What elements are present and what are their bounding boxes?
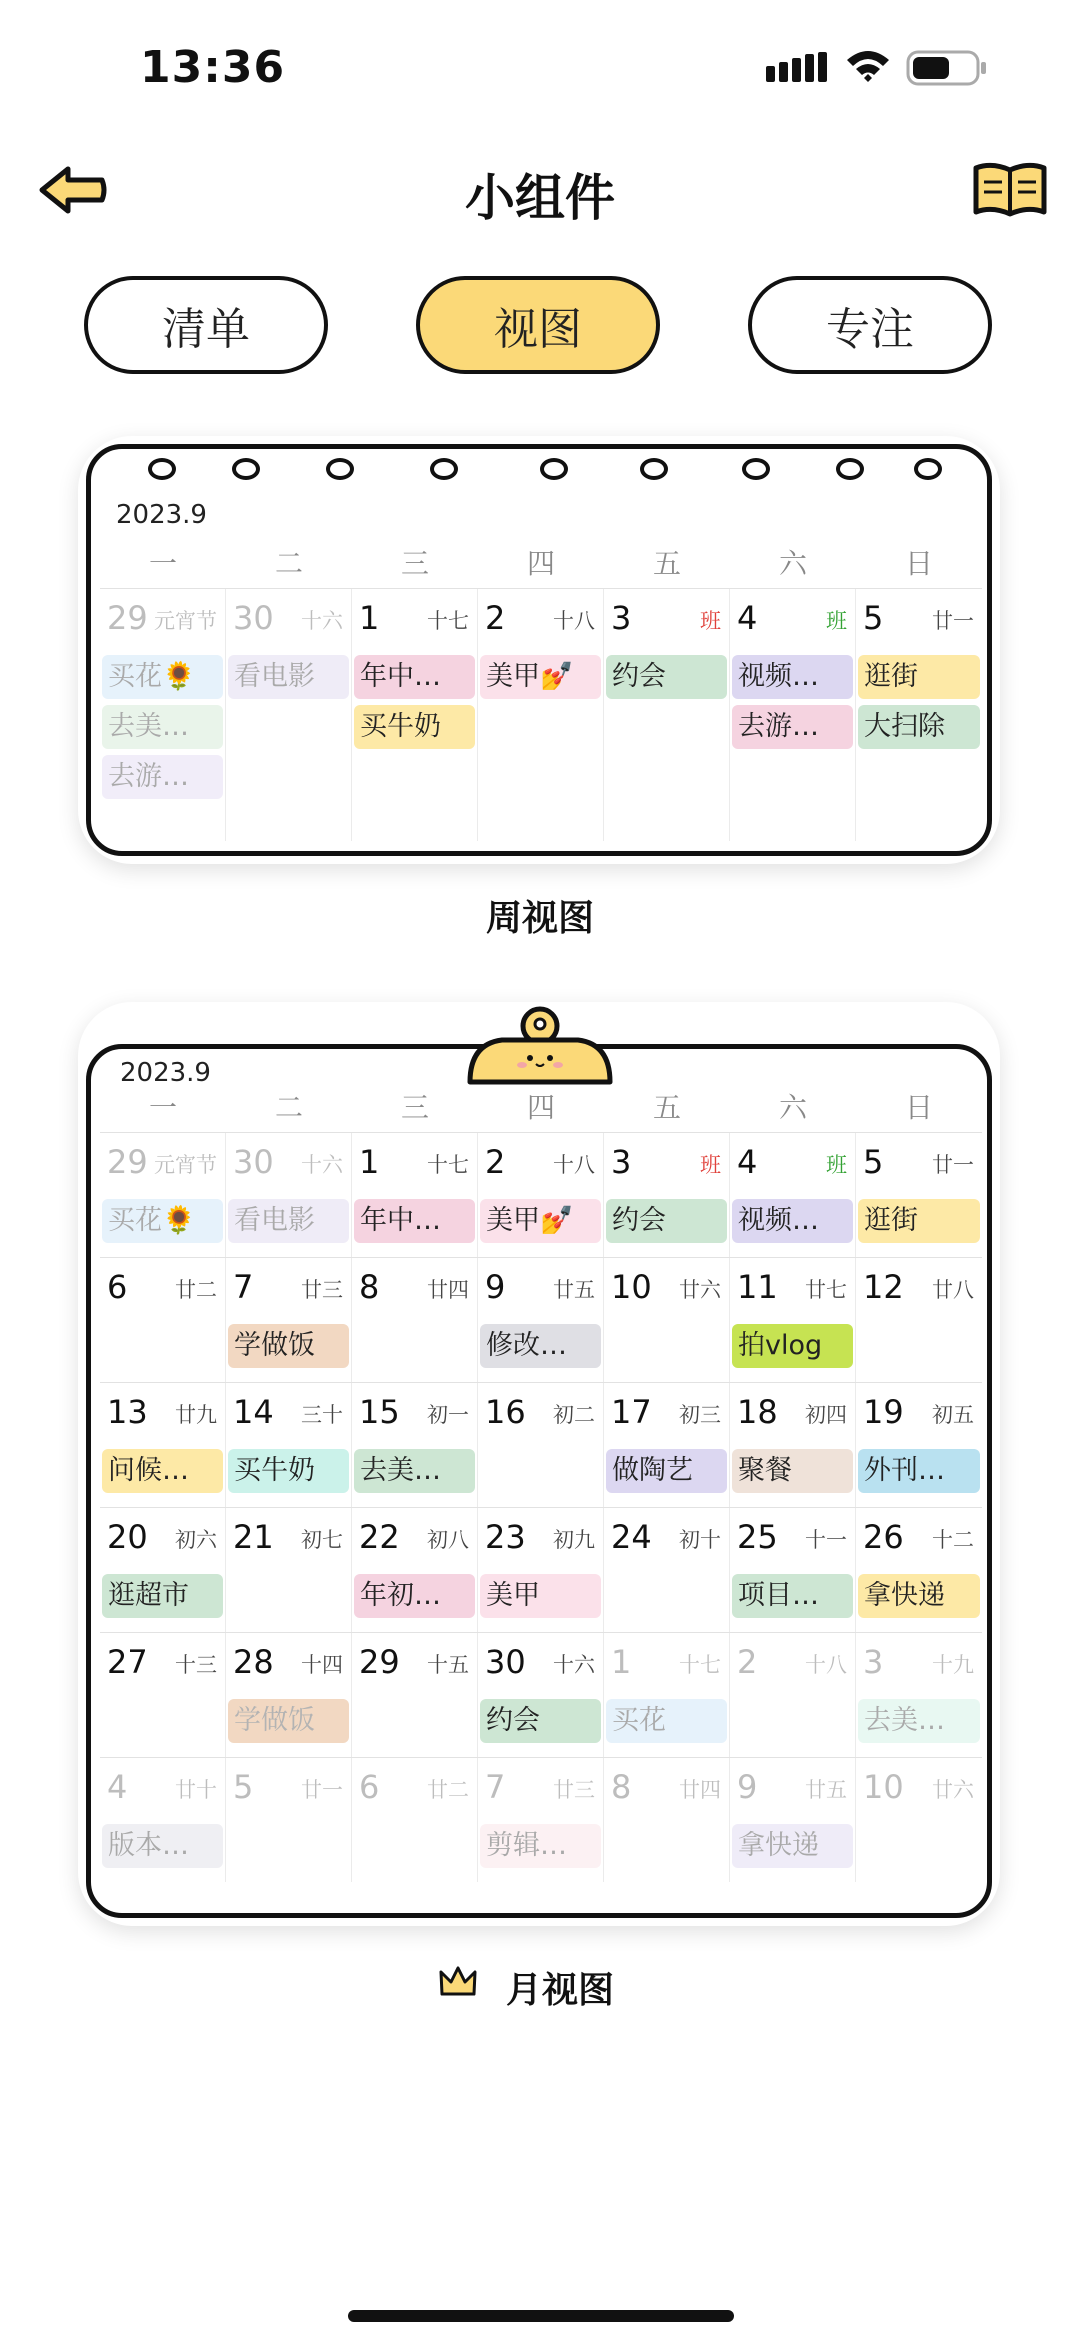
- day-number: 9: [485, 1268, 506, 1306]
- lunar-date: 初四: [805, 1403, 847, 1427]
- lunar-date: 廿五: [553, 1278, 595, 1302]
- calendar-day-cell[interactable]: [478, 589, 604, 841]
- day-number: 6: [107, 1268, 128, 1306]
- lunar-date: 廿二: [175, 1278, 217, 1302]
- book-icon[interactable]: [972, 160, 1048, 220]
- event-chip[interactable]: 逛街: [858, 655, 980, 699]
- event-chip[interactable]: 外刊…: [858, 1449, 980, 1493]
- day-number: 8: [611, 1768, 632, 1806]
- weekday-header-row: [100, 1084, 982, 1133]
- page-title: 小组件: [465, 169, 615, 227]
- weekday-label: 日: [904, 1091, 933, 1124]
- event-chip[interactable]: 买牛奶: [354, 705, 475, 749]
- tab-view[interactable]: [416, 276, 660, 374]
- calendar-day-cell[interactable]: [100, 589, 226, 841]
- calendar-day-cell[interactable]: [730, 1258, 856, 1382]
- lunar-date: 十六: [301, 1153, 343, 1177]
- calendar-day-cell[interactable]: [100, 1508, 226, 1632]
- calendar-day-cell[interactable]: [604, 1633, 730, 1757]
- day-number: 3: [611, 599, 632, 637]
- event-chip[interactable]: 美甲💅: [480, 1199, 601, 1243]
- weekday-label: 一: [148, 1091, 177, 1124]
- event-chip[interactable]: 逛超市: [102, 1574, 223, 1618]
- day-number: 29: [359, 1643, 400, 1681]
- calendar-day-cell[interactable]: [604, 589, 730, 841]
- calendar-day-cell[interactable]: [856, 1758, 982, 1882]
- day-number: 6: [359, 1768, 380, 1806]
- weekday-label: 六: [778, 1091, 807, 1124]
- event-chip[interactable]: 买花: [606, 1699, 727, 1743]
- calendar-day-cell[interactable]: [226, 1758, 352, 1882]
- tab-focus-label: 专注: [826, 304, 914, 355]
- event-chip[interactable]: 学做饭: [228, 1699, 349, 1743]
- day-number: 4: [737, 599, 758, 637]
- day-number: 19: [863, 1393, 904, 1431]
- day-number: 5: [863, 599, 884, 637]
- lunar-date: 廿八: [932, 1278, 974, 1302]
- event-chip[interactable]: 约会: [480, 1699, 601, 1743]
- lunar-date: 廿七: [805, 1278, 847, 1302]
- calendar-day-cell[interactable]: [856, 1258, 982, 1382]
- event-chip[interactable]: 买花🌻: [102, 1199, 223, 1243]
- day-number: 1: [611, 1643, 632, 1681]
- calendar-day-cell[interactable]: [478, 1383, 604, 1507]
- binding-ring: [430, 458, 458, 480]
- calendar-day-cell[interactable]: [226, 1133, 352, 1257]
- weekday-label: 二: [274, 1091, 303, 1124]
- lunar-date: 十九: [932, 1653, 974, 1677]
- tab-list-label: 清单: [162, 304, 250, 355]
- lunar-date: 廿六: [679, 1278, 721, 1302]
- event-chip[interactable]: 约会: [606, 655, 727, 699]
- weekday-label: 三: [400, 1091, 429, 1124]
- lunar-date: 廿六: [932, 1778, 974, 1802]
- event-chip[interactable]: 年中…: [354, 655, 475, 699]
- calendar-week-row: [100, 1133, 982, 1258]
- weekday-label: 三: [400, 547, 429, 580]
- weekday-header-row: [100, 540, 982, 589]
- event-chip[interactable]: 年初…: [354, 1574, 475, 1618]
- calendar-day-cell[interactable]: [478, 1758, 604, 1882]
- binding-ring: [540, 458, 568, 480]
- lunar-date: 十三: [175, 1653, 217, 1677]
- calendar-day-cell[interactable]: [856, 1508, 982, 1632]
- binding-ring: [836, 458, 864, 480]
- event-chip[interactable]: 视频…: [732, 655, 853, 699]
- day-number: 3: [611, 1143, 632, 1181]
- lunar-date: 十八: [553, 609, 595, 633]
- lunar-date: 廿三: [301, 1278, 343, 1302]
- workday-badge: 班: [700, 1153, 721, 1177]
- event-chip[interactable]: 美甲💅: [480, 655, 601, 699]
- calendar-day-cell[interactable]: [730, 589, 856, 841]
- event-chip[interactable]: 去美…: [102, 705, 223, 749]
- binding-ring: [914, 458, 942, 480]
- lunar-date: 十四: [301, 1653, 343, 1677]
- binding-ring: [326, 458, 354, 480]
- day-number: 24: [611, 1518, 652, 1556]
- day-number: 2: [485, 1143, 506, 1181]
- day-number: 4: [737, 1143, 758, 1181]
- tab-view-label: 视图: [494, 304, 582, 355]
- lunar-date: 初九: [553, 1528, 595, 1552]
- calendar-day-cell[interactable]: [100, 1383, 226, 1507]
- lunar-date: 廿三: [553, 1778, 595, 1802]
- calendar-week-row: [100, 1633, 982, 1758]
- event-chip[interactable]: 去美…: [354, 1449, 475, 1493]
- lunar-date: 元宵节: [154, 1153, 217, 1177]
- lunar-date: 初十: [679, 1528, 721, 1552]
- lunar-date: 十八: [805, 1653, 847, 1677]
- calendar-day-cell[interactable]: [100, 1133, 226, 1257]
- calendar-week-row: [100, 1758, 982, 1882]
- lunar-date: 元宵节: [154, 609, 217, 633]
- calendar-day-cell[interactable]: [352, 589, 478, 841]
- event-chip[interactable]: 美甲: [480, 1574, 601, 1618]
- tab-focus[interactable]: [748, 276, 992, 374]
- lunar-date: 廿二: [427, 1778, 469, 1802]
- calendar-day-cell[interactable]: [100, 1633, 226, 1757]
- event-chip[interactable]: 拍vlog: [732, 1324, 853, 1368]
- lunar-date: 十一: [805, 1528, 847, 1552]
- event-chip[interactable]: 剪辑…: [480, 1824, 601, 1868]
- day-number: 9: [737, 1768, 758, 1806]
- day-number: 30: [233, 599, 274, 637]
- lunar-date: 十八: [553, 1153, 595, 1177]
- workday-badge: 班: [700, 609, 721, 633]
- home-indicator[interactable]: [348, 2310, 734, 2322]
- day-number: 1: [359, 599, 380, 637]
- day-number: 12: [863, 1268, 904, 1306]
- calendar-day-cell[interactable]: [226, 1383, 352, 1507]
- clip-icon: [440, 1006, 640, 1096]
- day-number: 10: [611, 1268, 652, 1306]
- day-number: 10: [863, 1768, 904, 1806]
- day-number: 17: [611, 1393, 652, 1431]
- day-number: 1: [359, 1143, 380, 1181]
- lunar-date: 廿四: [427, 1278, 469, 1302]
- week-calendar-grid: [100, 540, 982, 841]
- lunar-date: 初六: [175, 1528, 217, 1552]
- day-number: 15: [359, 1393, 400, 1431]
- signal-icon: [766, 52, 828, 82]
- lunar-date: 廿一: [932, 1153, 974, 1177]
- calendar-day-cell[interactable]: [856, 1633, 982, 1757]
- calendar-day-cell[interactable]: [352, 1508, 478, 1632]
- event-chip[interactable]: 看电影: [228, 655, 349, 699]
- event-chip[interactable]: 项目…: [732, 1574, 853, 1618]
- weekday-label: 四: [526, 547, 555, 580]
- day-number: 20: [107, 1518, 148, 1556]
- calendar-day-cell[interactable]: [604, 1508, 730, 1632]
- day-number: 16: [485, 1393, 526, 1431]
- day-number: 26: [863, 1518, 904, 1556]
- lunar-date: 廿五: [805, 1778, 847, 1802]
- lunar-date: 十六: [553, 1653, 595, 1677]
- event-chip[interactable]: 修改…: [480, 1324, 601, 1368]
- day-number: 27: [107, 1643, 148, 1681]
- calendar-week-row: [100, 1258, 982, 1383]
- calendar-day-cell[interactable]: [226, 589, 352, 841]
- lunar-date: 廿十: [175, 1778, 217, 1802]
- calendar-day-cell[interactable]: [478, 1258, 604, 1382]
- day-number: 28: [233, 1643, 274, 1681]
- weekday-label: 四: [526, 1091, 555, 1124]
- day-number: 30: [485, 1643, 526, 1681]
- day-number: 22: [359, 1518, 400, 1556]
- event-chip[interactable]: 约会: [606, 1199, 727, 1243]
- lunar-date: 廿九: [175, 1403, 217, 1427]
- lunar-date: 初三: [679, 1403, 721, 1427]
- calendar-day-cell[interactable]: [730, 1633, 856, 1757]
- weekday-label: 五: [652, 1091, 681, 1124]
- lunar-date: 廿一: [301, 1778, 343, 1802]
- month-widget-caption: 月视图: [505, 1970, 614, 2011]
- event-chip[interactable]: 逛街: [858, 1199, 980, 1243]
- day-number: 23: [485, 1518, 526, 1556]
- calendar-day-cell[interactable]: [604, 1758, 730, 1882]
- lunar-date: 初一: [427, 1403, 469, 1427]
- lunar-date: 十二: [932, 1528, 974, 1552]
- event-chip[interactable]: 做陶艺: [606, 1449, 727, 1493]
- calendar-day-cell[interactable]: [604, 1383, 730, 1507]
- weekday-label: 日: [904, 547, 933, 580]
- calendar-day-cell[interactable]: [352, 1633, 478, 1757]
- day-number: 5: [863, 1143, 884, 1181]
- event-chip[interactable]: 视频…: [732, 1199, 853, 1243]
- status-time: 13:36: [140, 42, 286, 93]
- month-calendar-grid: [100, 1084, 982, 1882]
- calendar-day-cell[interactable]: [100, 1258, 226, 1382]
- lunar-date: 初七: [301, 1528, 343, 1552]
- day-number: 21: [233, 1518, 274, 1556]
- event-chip[interactable]: 看电影: [228, 1199, 349, 1243]
- day-number: 29: [107, 1143, 148, 1181]
- calendar-day-cell[interactable]: [478, 1633, 604, 1757]
- calendar-day-cell[interactable]: [730, 1383, 856, 1507]
- event-chip[interactable]: 聚餐: [732, 1449, 853, 1493]
- calendar-day-cell[interactable]: [226, 1508, 352, 1632]
- day-number: 8: [359, 1268, 380, 1306]
- day-number: 7: [233, 1268, 254, 1306]
- day-number: 11: [737, 1268, 778, 1306]
- tab-list[interactable]: [84, 276, 328, 374]
- month-year-month: 2023.9: [120, 1058, 211, 1088]
- calendar-day-cell[interactable]: [730, 1133, 856, 1257]
- calendar-day-cell[interactable]: [856, 589, 982, 841]
- calendar-day-cell[interactable]: [856, 1383, 982, 1507]
- weekday-label: 五: [652, 547, 681, 580]
- workday-badge: 班: [826, 609, 847, 633]
- day-number: 14: [233, 1393, 274, 1431]
- calendar-day-cell[interactable]: [730, 1508, 856, 1632]
- lunar-date: 初二: [553, 1403, 595, 1427]
- calendar-day-cell[interactable]: [352, 1258, 478, 1382]
- calendar-day-cell[interactable]: [604, 1133, 730, 1257]
- calendar-day-cell[interactable]: [352, 1383, 478, 1507]
- lunar-date: 初五: [932, 1403, 974, 1427]
- day-number: 25: [737, 1518, 778, 1556]
- calendar-day-cell[interactable]: [352, 1758, 478, 1882]
- calendar-day-cell[interactable]: [226, 1258, 352, 1382]
- binding-ring: [640, 458, 668, 480]
- wifi-icon: [845, 48, 891, 84]
- event-chip[interactable]: 版本…: [102, 1824, 223, 1868]
- day-number: 5: [233, 1768, 254, 1806]
- event-chip[interactable]: 大扫除: [858, 705, 980, 749]
- month-weeks: [100, 1133, 982, 1882]
- lunar-date: 三十: [301, 1403, 343, 1427]
- lunar-date: 初八: [427, 1528, 469, 1552]
- day-number: 18: [737, 1393, 778, 1431]
- event-chip[interactable]: 年中…: [354, 1199, 475, 1243]
- day-number: 7: [485, 1768, 506, 1806]
- day-number: 3: [863, 1643, 884, 1681]
- day-number: 29: [107, 599, 148, 637]
- binding-ring: [148, 458, 176, 480]
- week-widget-caption: 周视图: [485, 898, 594, 939]
- event-chip[interactable]: 去游…: [732, 705, 853, 749]
- lunar-date: 十五: [427, 1653, 469, 1677]
- calendar-week-row: [100, 1383, 982, 1508]
- day-number: 2: [485, 599, 506, 637]
- calendar-day-cell[interactable]: [730, 1758, 856, 1882]
- day-number: 2: [737, 1643, 758, 1681]
- day-number: 13: [107, 1393, 148, 1431]
- day-number: 4: [107, 1768, 128, 1806]
- event-chip[interactable]: 去美…: [858, 1699, 980, 1743]
- week-days-row: [100, 589, 982, 841]
- event-chip[interactable]: 学做饭: [228, 1324, 349, 1368]
- lunar-date: 廿一: [932, 609, 974, 633]
- calendar-day-cell[interactable]: [856, 1133, 982, 1257]
- calendar-day-cell[interactable]: [100, 1758, 226, 1882]
- calendar-week-row: [100, 1508, 982, 1633]
- weekday-label: 二: [274, 547, 303, 580]
- lunar-date: 十七: [427, 1153, 469, 1177]
- event-chip[interactable]: 问候…: [102, 1449, 223, 1493]
- calendar-day-cell[interactable]: [352, 1133, 478, 1257]
- lunar-date: 廿四: [679, 1778, 721, 1802]
- weekday-label: 一: [148, 547, 177, 580]
- calendar-day-cell[interactable]: [604, 1258, 730, 1382]
- weekday-label: 六: [778, 547, 807, 580]
- day-number: 30: [233, 1143, 274, 1181]
- binding-ring: [742, 458, 770, 480]
- workday-badge: 班: [826, 1153, 847, 1177]
- lunar-date: 十六: [301, 609, 343, 633]
- calendar-day-cell[interactable]: [478, 1133, 604, 1257]
- event-chip[interactable]: 去游…: [102, 755, 223, 799]
- event-chip[interactable]: 拿快递: [732, 1824, 853, 1868]
- calendar-day-cell[interactable]: [478, 1508, 604, 1632]
- lunar-date: 十七: [427, 609, 469, 633]
- battery-icon: [906, 50, 988, 86]
- binding-ring: [232, 458, 260, 480]
- event-chip[interactable]: 买牛奶: [228, 1449, 349, 1493]
- week-year-month: 2023.9: [116, 500, 207, 530]
- event-chip[interactable]: 买花🌻: [102, 655, 223, 699]
- event-chip[interactable]: 拿快递: [858, 1574, 980, 1618]
- lunar-date: 十七: [679, 1653, 721, 1677]
- calendar-day-cell[interactable]: [226, 1633, 352, 1757]
